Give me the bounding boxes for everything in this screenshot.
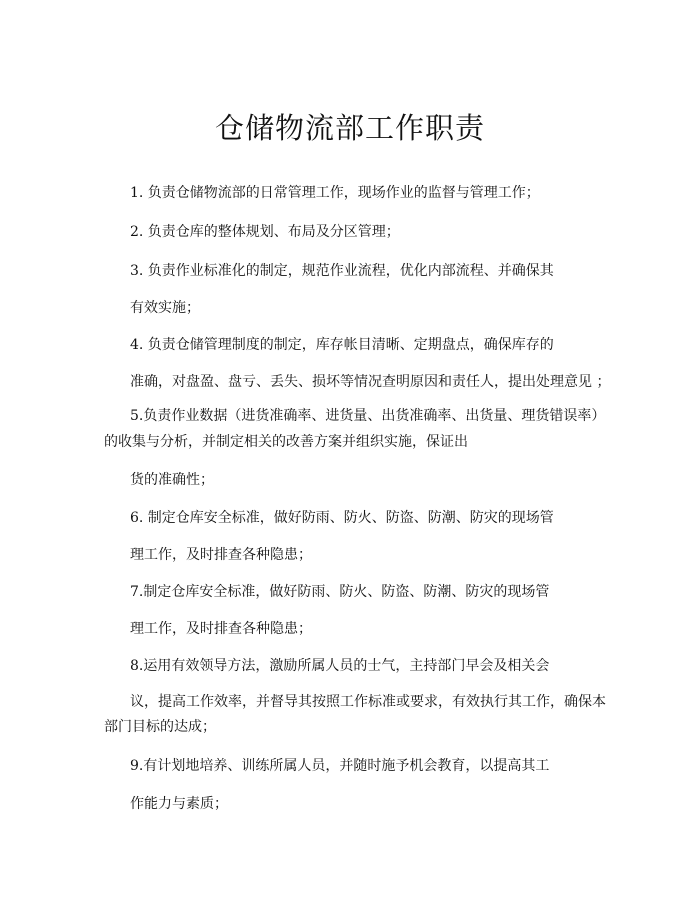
paragraph-line: 1. 负责仓储物流部的日常管理工作，现场作业的监督与管理工作； xyxy=(130,185,540,201)
paragraph-line: 部门目标的达成； xyxy=(104,719,216,735)
paragraph-line: 5.负责作业数据（进货准确率、进货量、出货准确率、出货量、理货错误率） xyxy=(130,408,606,424)
paragraph-line: 理工作，及时排查各种隐患； xyxy=(130,621,312,637)
paragraph-line: 8.运用有效领导方法，激励所属人员的士气，主持部门早会及相关会 xyxy=(130,658,550,674)
paragraph-line: 6. 制定仓库安全标准，做好防雨、防火、防盗、防潮、防灾的现场管 xyxy=(130,510,554,526)
paragraph-line: 的收集与分析，并制定相关的改善方案并组织实施，保证出 xyxy=(104,434,468,450)
paragraph-line: 议，提高工作效率，并督导其按照工作标准或要求，有效执行其工作，确保本 xyxy=(130,694,606,710)
paragraph-line: 9.有计划地培养、训练所属人员，并随时施予机会教育，以提高其工 xyxy=(130,758,550,774)
paragraph-line: 准确，对盘盈、盘亏、丢失、损坏等情况查明原因和责任人，提出处理意见 ； xyxy=(130,374,611,390)
paragraph-line: 作能力与素质； xyxy=(130,796,228,812)
document-title: 仓储物流部工作职责 xyxy=(214,111,485,145)
paragraph-line: 7.制定仓库安全标准，做好防雨、防火、防盗、防潮、防灾的现场管 xyxy=(130,584,550,600)
paragraph-line: 3. 负责作业标准化的制定，规范作业流程，优化内部流程、并确保其 xyxy=(130,263,554,279)
paragraph-line: 4. 负责仓储管理制度的制定，库存帐目清晰、定期盘点，确保库存的 xyxy=(130,337,554,353)
paragraph-line: 货的准确性； xyxy=(130,472,214,488)
paragraph-line: 理工作，及时排查各种隐患； xyxy=(130,547,312,563)
paragraph-line: 2. 负责仓库的整体规划、布局及分区管理； xyxy=(130,224,400,240)
paragraph-line: 有效实施； xyxy=(130,300,200,316)
